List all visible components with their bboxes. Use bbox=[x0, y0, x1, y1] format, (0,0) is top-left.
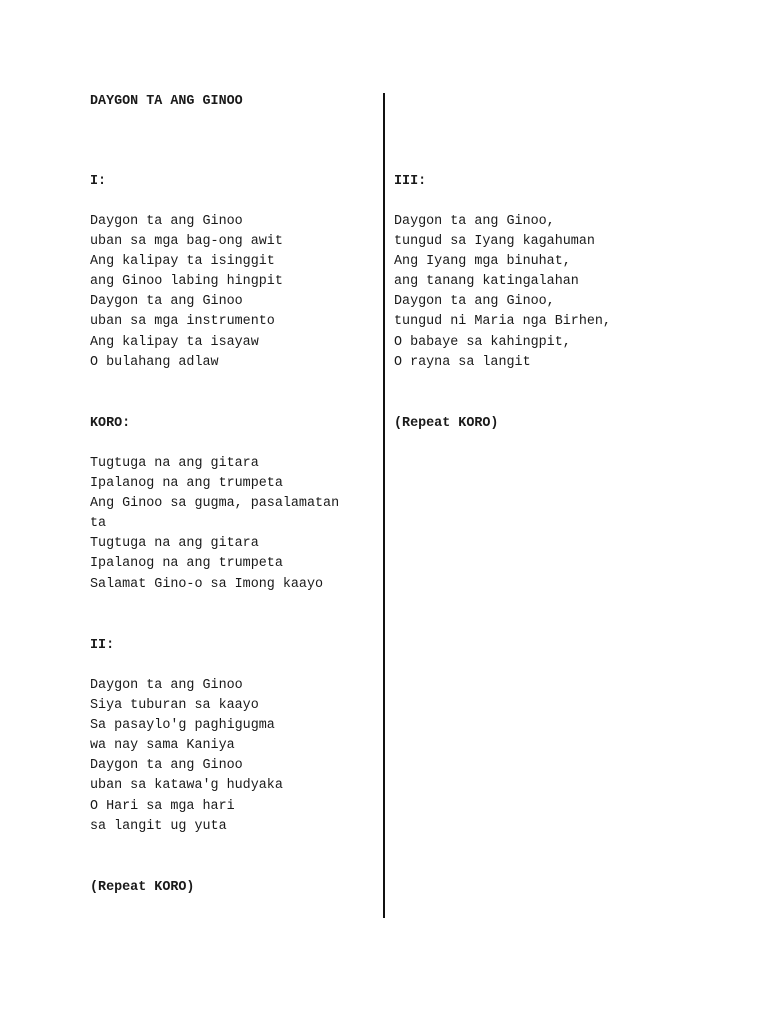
chorus-label: KORO: bbox=[90, 416, 131, 431]
repeat-chorus-note: (Repeat KORO) bbox=[394, 416, 499, 431]
lyric-line: Tugtuga na ang gitara bbox=[90, 536, 259, 552]
lyric-line: Ipalanog na ang trumpeta bbox=[90, 556, 283, 572]
lyric-line: Tugtuga na ang gitara bbox=[90, 456, 259, 471]
lyric-line: uban sa katawa'g hudyaka bbox=[90, 778, 283, 794]
verse-2-label: II: bbox=[90, 638, 115, 653]
lyric-line: Daygon ta ang Ginoo bbox=[90, 758, 243, 774]
lyric-line: Ang kalipay ta isayaw bbox=[90, 334, 259, 350]
lyric-line: Ang kalipay ta isinggit bbox=[90, 254, 275, 270]
lyric-line: sa langit ug yuta bbox=[90, 818, 227, 834]
lyric-line: Ang Ginoo sa gugma, pasalamatan bbox=[90, 496, 340, 512]
verse-1-label: I: bbox=[90, 174, 107, 189]
lyric-line: Daygon ta ang Ginoo bbox=[90, 294, 243, 310]
verse-3-lines bbox=[394, 212, 611, 373]
song-title: DAYGON TA ANG GINOO bbox=[90, 94, 243, 109]
lyric-line: Ang Iyang mga binuhat, bbox=[394, 254, 571, 270]
lyric-line: O Hari sa mga hari bbox=[90, 798, 235, 814]
lyric-line: O bulahang adlaw bbox=[90, 354, 219, 370]
lyric-line: Daygon ta ang Ginoo bbox=[90, 678, 243, 693]
lyric-line: Daygon ta ang Ginoo, bbox=[394, 294, 555, 310]
lyric-line: Salamat Gino-o sa Imong kaayo bbox=[90, 576, 324, 592]
lyric-line: O rayna sa langit bbox=[394, 354, 531, 370]
verse-1-lines bbox=[90, 212, 283, 373]
lyric-line: tungud ni Maria nga Birhen, bbox=[394, 314, 611, 330]
lyric-line: ta bbox=[90, 516, 107, 532]
lyric-line: wa nay sama Kaniya bbox=[90, 738, 235, 754]
lyric-line: O babaye sa kahingpit, bbox=[394, 334, 571, 350]
lyric-line: Daygon ta ang Ginoo bbox=[90, 214, 243, 229]
lyric-line: uban sa mga bag-ong awit bbox=[90, 234, 283, 250]
lyric-line: Daygon ta ang Ginoo, bbox=[394, 214, 555, 229]
verse-3-label: III: bbox=[394, 174, 427, 189]
lyric-line: Siya tuburan sa kaayo bbox=[90, 698, 259, 714]
lyric-line: tungud sa Iyang kagahuman bbox=[394, 234, 595, 250]
lyric-line: Sa pasaylo'g paghigugma bbox=[90, 718, 275, 734]
lyric-line: Ipalanog na ang trumpeta bbox=[90, 476, 283, 492]
lyric-line: uban sa mga instrumento bbox=[90, 314, 275, 330]
repeat-chorus-note: (Repeat KORO) bbox=[90, 880, 195, 895]
lyric-line: ang Ginoo labing hingpit bbox=[90, 274, 283, 290]
chorus-lines bbox=[90, 454, 339, 595]
lyric-line: ang tanang katingalahan bbox=[394, 274, 579, 290]
column-divider bbox=[383, 93, 385, 918]
verse-2-lines bbox=[90, 676, 283, 837]
